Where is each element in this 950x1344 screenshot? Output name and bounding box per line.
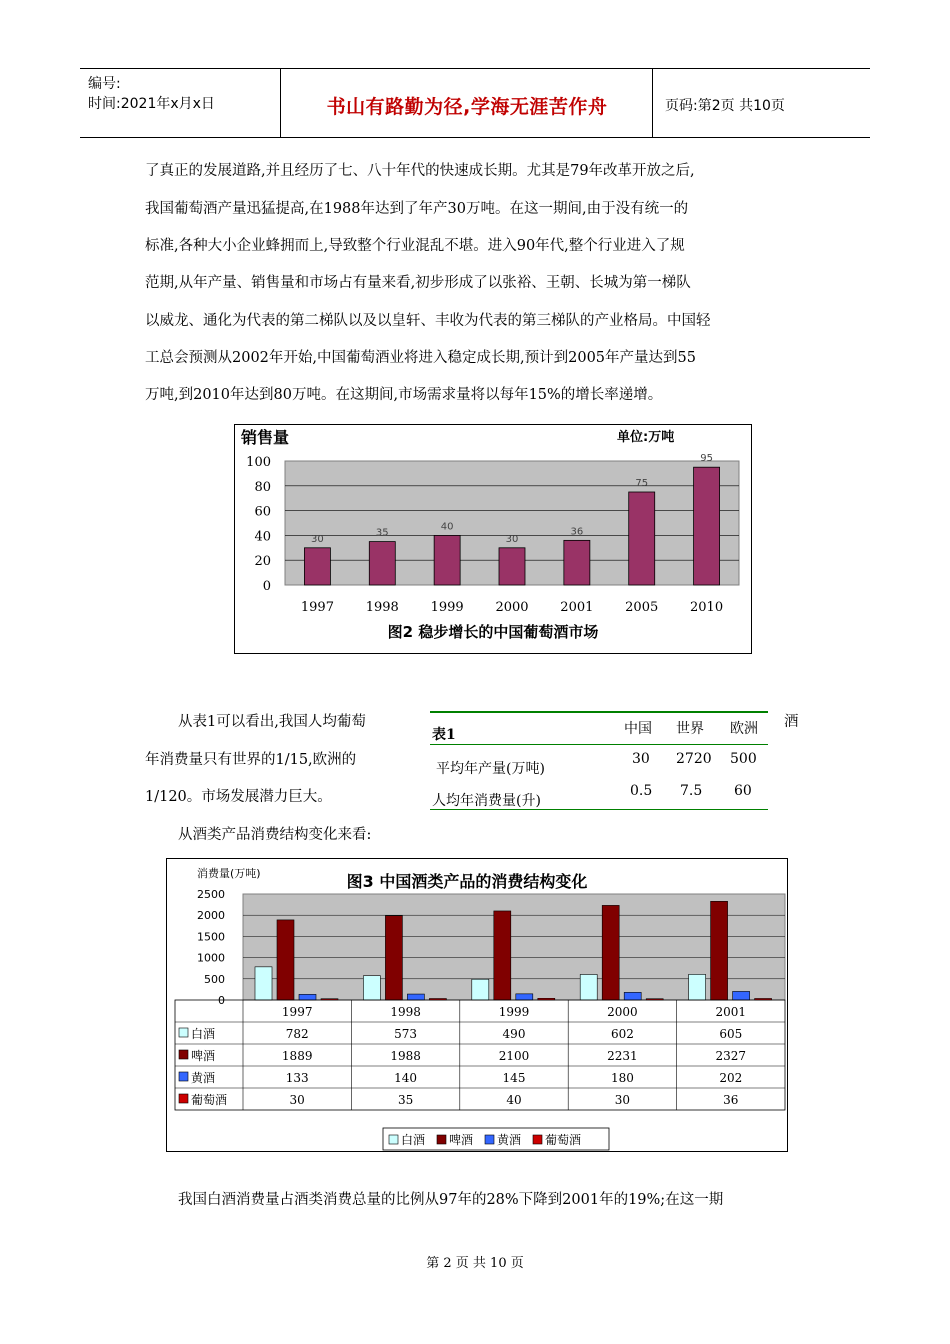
data-label: 180 (610, 1071, 634, 1085)
paragraph-line: 我国白酒消费量占酒类消费总量的比例从97年的28%下降到2001年的19%;在这一期 (178, 1192, 724, 1208)
table-row-label: 人均年消费量(升) (432, 793, 541, 809)
time-label: 时间:2021年x月x日 (88, 96, 215, 112)
legend-swatch (179, 1028, 188, 1037)
data-label: 75 (635, 478, 649, 489)
header-motto-cell (280, 69, 653, 137)
bar (629, 492, 655, 585)
y-tick-label: 100 (246, 455, 271, 470)
data-label: 782 (285, 1027, 309, 1041)
paragraph-line: 我国葡萄酒产量迅猛提高,在1988年达到了年产30万吨。在这一期间,由于没有统一的 (145, 201, 689, 217)
paragraph-line: 万吨,到2010年达到80万吨。在这期间,市场需求量将以每年15%的增长率递增。 (145, 387, 663, 403)
bar (689, 974, 706, 1000)
paragraph-line: 了真正的发展道路,并且经历了七、八十年代的快速成长期。尤其是79年改革开放之后, (145, 163, 695, 179)
x-tick-label: 2000 (607, 1005, 638, 1019)
paragraph-line: 以威龙、通化为代表的第二梯队以及以皇轩、丰收为代表的第三梯队的产业格局。中国轻 (145, 313, 711, 329)
y-tick-label: 40 (254, 529, 271, 545)
data-label: 30 (311, 533, 324, 545)
x-tick-label: 1997 (300, 600, 334, 615)
motto: 书山有路勤为径,学海无涯苦作舟 (326, 96, 608, 118)
page-info: 页码:第2页 共10页 (665, 98, 785, 114)
bar (277, 920, 294, 1000)
x-tick-label: 1998 (390, 1005, 421, 1019)
table-col-header: 世界 (676, 721, 704, 737)
data-label: 30 (505, 533, 519, 545)
bar (694, 467, 720, 585)
paragraph-line: 1/120。市场发展潜力巨大。 (145, 789, 332, 805)
y-tick-label: 80 (254, 479, 271, 495)
chart-title: 图3 中国酒类产品的消费结构变化 (346, 872, 588, 891)
table-cell: 7.5 (680, 783, 703, 799)
paragraph-line-tail: 酒 (784, 714, 799, 730)
x-tick-label: 2001 (715, 1005, 747, 1019)
header-page-cell (652, 69, 871, 137)
data-label: 2327 (715, 1049, 747, 1063)
legend-swatch (485, 1135, 494, 1144)
unit-note: 单位:万吨 (617, 430, 675, 445)
table-top-rule (430, 711, 768, 713)
data-label: 605 (719, 1027, 743, 1041)
x-tick-label: 1997 (281, 1005, 313, 1019)
bar (255, 967, 272, 1000)
paragraph-line: 从表1可以看出,我国人均葡萄 (178, 714, 366, 730)
x-tick-label: 1999 (430, 600, 464, 615)
y-tick-label: 0 (262, 579, 271, 594)
data-label: 1889 (281, 1049, 313, 1063)
data-label: 202 (719, 1071, 743, 1085)
y-tick-label: 1500 (197, 930, 225, 944)
data-label: 140 (394, 1071, 418, 1085)
legend-entry: 啤酒 (449, 1133, 474, 1147)
table-row-label: 平均年产量(万吨) (436, 761, 545, 777)
data-label: 95 (700, 453, 713, 465)
bar (407, 994, 424, 1000)
series-name: 白酒 (191, 1027, 216, 1041)
bar (434, 535, 460, 585)
y-tick-label: 0 (218, 994, 225, 1007)
legend-entry: 葡萄酒 (545, 1133, 582, 1147)
x-tick-label: 2000 (495, 600, 529, 615)
x-tick-label: 2005 (625, 600, 659, 615)
legend-entry: 黄酒 (497, 1133, 522, 1147)
data-label: 133 (285, 1071, 309, 1085)
chart-wine-market (234, 424, 752, 654)
data-label: 35 (397, 1093, 414, 1107)
y-tick-label: 500 (204, 972, 225, 986)
legend-swatch (437, 1135, 446, 1144)
table-col-header: 欧洲 (730, 721, 758, 737)
paragraph-line: 从酒类产品消费结构变化来看: (178, 827, 372, 843)
table-cell: 0.5 (630, 783, 653, 799)
table-cell: 500 (730, 751, 757, 767)
bar (369, 542, 395, 585)
table-cell: 60 (734, 783, 752, 799)
paragraph-line: 年消费量只有世界的1/15,欧洲的 (145, 752, 357, 768)
data-label: 36 (570, 526, 584, 538)
legend-swatch (533, 1135, 542, 1144)
x-tick-label: 2010 (690, 600, 724, 615)
data-table-border (175, 1000, 785, 1110)
table-title: 表1 (432, 727, 456, 743)
series-name: 葡萄酒 (191, 1093, 228, 1107)
y-tick-label: 60 (254, 504, 271, 520)
data-label: 35 (375, 527, 389, 539)
bar (602, 905, 619, 1000)
table-col-header: 中国 (624, 721, 652, 737)
bar (363, 976, 380, 1000)
data-label: 145 (502, 1071, 526, 1085)
x-tick-label: 1998 (365, 600, 399, 615)
table-1 (428, 708, 768, 810)
data-label: 573 (394, 1027, 418, 1041)
bar (499, 548, 525, 585)
bar (299, 994, 316, 1000)
table-cell: 2720 (676, 751, 712, 767)
legend-swatch (389, 1135, 398, 1144)
series-name: 黄酒 (191, 1071, 216, 1085)
bar (304, 548, 330, 585)
y-axis-label: 销售量 (241, 428, 290, 447)
legend-swatch (179, 1072, 188, 1081)
bar (385, 916, 402, 1000)
chart-wine-market-svg (235, 425, 751, 653)
page-header (80, 68, 870, 138)
data-label: 490 (502, 1027, 526, 1041)
y-tick-label: 2000 (197, 909, 225, 923)
x-tick-label: 2001 (560, 600, 594, 615)
data-label: 30 (289, 1093, 305, 1107)
bar (580, 974, 597, 1000)
chart-title: 图2 稳步增长的中国葡萄酒市场 (387, 623, 599, 641)
chart-liquor-consumption (166, 858, 788, 1152)
data-label: 40 (506, 1093, 522, 1107)
data-label: 36 (723, 1093, 739, 1107)
y-tick-label: 2500 (197, 888, 225, 901)
legend-swatch (179, 1094, 188, 1103)
table-header-rule (430, 744, 768, 745)
paragraph-line: 范期,从年产量、销售量和市场占有量来看,初步形成了以张裕、王朝、长城为第一梯队 (145, 275, 691, 291)
bar (711, 901, 728, 1000)
data-label: 602 (610, 1027, 634, 1041)
x-tick-label: 1999 (498, 1005, 530, 1019)
table-cell: 30 (632, 751, 650, 767)
table-bottom-rule (430, 809, 768, 810)
chart-liquor-consumption-svg (167, 859, 787, 1151)
legend-entry: 白酒 (401, 1133, 426, 1147)
bar (624, 992, 641, 1000)
y-tick-label: 20 (254, 554, 271, 570)
serial-label: 编号: (88, 76, 121, 92)
header-meta-cell (80, 69, 280, 137)
y-axis-label: 消费量(万吨) (197, 867, 261, 880)
data-label: 40 (440, 521, 454, 533)
bar (733, 991, 750, 1000)
bar (516, 994, 533, 1000)
data-label: 30 (614, 1093, 631, 1107)
page-footer: 第 2 页 共 10 页 (426, 1256, 524, 1271)
paragraph-line: 工总会预测从2002年开始,中国葡萄酒业将进入稳定成长期,预计到2005年产量达到55 (145, 350, 696, 366)
y-tick-label: 1000 (197, 951, 225, 965)
series-name: 啤酒 (191, 1049, 216, 1063)
data-label: 2100 (498, 1049, 530, 1063)
data-label: 2231 (607, 1049, 638, 1063)
bar (472, 979, 489, 1000)
paragraph-line: 标准,各种大小企业蜂拥而上,导致整个行业混乱不堪。进入90年代,整个行业进入了规 (145, 238, 685, 254)
data-label: 1988 (390, 1049, 421, 1063)
bar (564, 540, 590, 585)
bar (494, 911, 511, 1000)
legend-swatch (179, 1050, 188, 1059)
